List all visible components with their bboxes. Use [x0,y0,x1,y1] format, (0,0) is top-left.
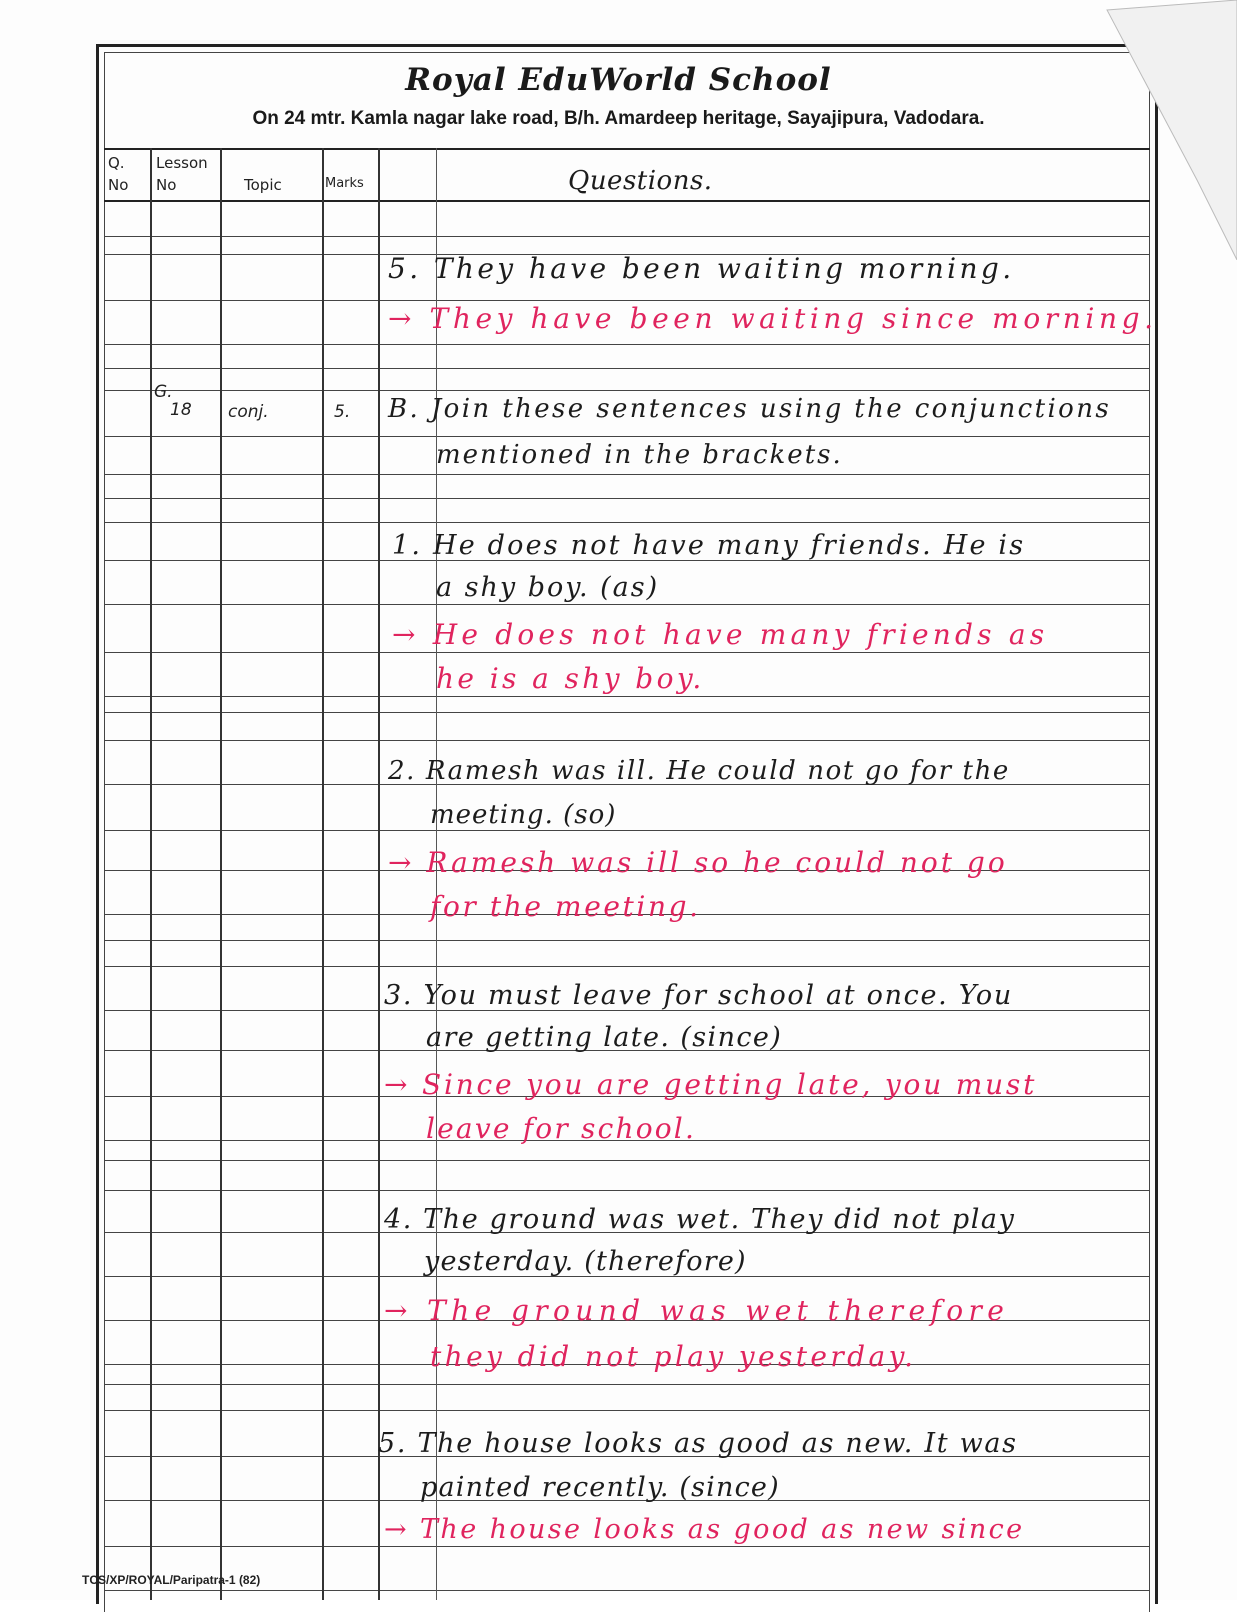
lesson-label: G. [154,382,173,402]
question-line: a shy boy. (as) [436,572,660,603]
answer-line: → Since you are getting late, you must [384,1068,1038,1101]
ruled-line [104,200,1150,202]
question-line: 5. They have been waiting morning. [388,252,1015,285]
answer-line: he is a shy boy. [436,662,705,695]
question-line: 4. The ground was wet. They did not play [384,1204,1016,1235]
ruled-line [104,966,1150,967]
header-q-no: Q. No [108,154,129,194]
inner-border [104,52,1150,1612]
ruled-line [104,1410,1150,1411]
ruled-line [104,1160,1150,1161]
school-name: Royal EduWorld School [405,62,832,98]
ruled-line [104,368,1150,369]
header-lesson-no: Lesson No [156,154,208,194]
ruled-line [104,652,1150,653]
ruled-line [104,712,1150,713]
question-line: are getting late. (since) [426,1022,783,1053]
question-line: B. Join these sentences using the conjunctions [388,394,1112,424]
ruled-line [104,474,1150,475]
ruled-line [104,1384,1150,1385]
column-divider-qno [150,148,152,1600]
ruled-line [104,436,1150,437]
ruled-line [104,1190,1150,1191]
answer-line: they did not play yesterday. [430,1340,917,1373]
ruled-line [104,940,1150,941]
ruled-line [104,148,1150,150]
ruled-line [104,498,1150,499]
question-line: 3. You must leave for school at once. You [384,980,1013,1011]
folded-corner [1047,0,1237,260]
ruled-line [104,236,1150,237]
answer-line: → The house looks as good as new since [384,1514,1025,1545]
question-line: mentioned in the brackets. [436,440,843,470]
ruled-line [104,696,1150,697]
column-divider-topic [322,148,324,1600]
answer-line: → He does not have many friends as [392,618,1049,651]
answer-line: → They have been waiting since morning. [388,302,1158,335]
ruled-line [104,830,1150,831]
ruled-line [104,522,1150,523]
header-questions: Questions. [568,166,713,196]
question-line: yesterday. (therefore) [424,1246,747,1277]
question-line: painted recently. (since) [420,1472,780,1503]
ruled-line [104,344,1150,345]
header-marks: Marks [325,176,364,191]
topic-entry: conj. [228,402,269,422]
question-line: 5. The house looks as good as new. It was [378,1428,1018,1459]
lesson-number: 18 [170,400,192,420]
school-address: On 24 mtr. Kamla nagar lake road, B/h. Amardeep heritage, Sayajipura, Vadodara. [252,108,985,129]
column-divider-marks [378,148,380,1600]
ruled-line [104,1546,1150,1547]
ruled-line [104,740,1150,741]
question-line: meeting. (so) [430,800,617,830]
marks-entry: 5. [334,402,351,422]
ruled-line [104,390,1150,391]
answer-line: → Ramesh was ill so he could not go [388,846,1008,879]
ruled-line [104,604,1150,605]
ruled-line [104,300,1150,301]
footer-code: TCS/XP/ROYAL/Paripatra-1 (82) [82,1573,261,1587]
answer-line: for the meeting. [430,890,701,923]
column-divider-lesson [220,148,222,1600]
question-line: 2. Ramesh was ill. He could not go for the [388,756,1010,786]
answer-line: → The ground was wet therefore [384,1294,1010,1327]
question-line: 1. He does not have many friends. He is [392,530,1026,561]
header-topic: Topic [244,176,282,194]
answer-line: leave for school. [426,1112,697,1145]
ruled-line [104,1590,1150,1591]
